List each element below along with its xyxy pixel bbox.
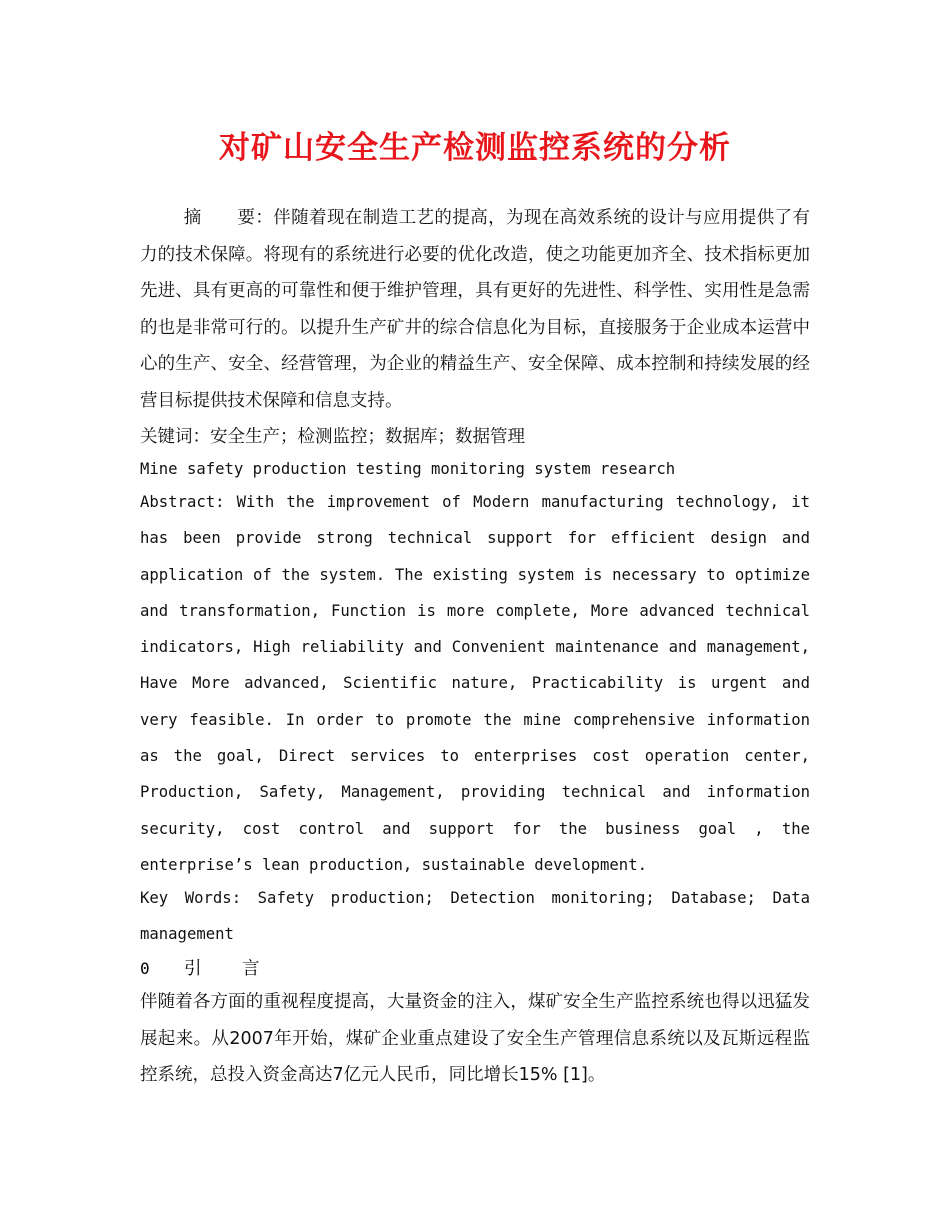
- section-title-char-2: 言: [242, 959, 260, 979]
- abstract-chinese: 摘 要：伴随着现在制造工艺的提高，为现在高效系统的设计与应用提供了有力的技术保障。将现有的系统进行必要的优化改造，使之功能更加齐全、技术指标更加先进、具有更高的可靠性和便于维护管理，具有更好的先进性、科学性、实用性是急需的也是非常可行的。以提升生产矿井的综合信息化为目标，直接服务于企业成本运营中心的生产、安全、经营管理，为企业的精益生产、安全保障、成本控制和持续发展的经营目标提供技术保障和信息支持。: [140, 208, 810, 411]
- document-title: 对矿山安全生产检测监控系统的分析: [219, 130, 731, 166]
- section-number: 0: [140, 959, 150, 978]
- section-heading: [140, 952, 810, 986]
- keywords-chinese: 关键词：安全生产；检测监控；数据库；数据管理: [140, 427, 525, 447]
- abstract-english: Abstract: With the improvement of Modern manufacturing technology, it has been provide strong technical support for efficient design and application of the system. The existing system is necessary to optimize and transformation, Function is more complete, More advanced technical indicators, High reliability and Convenient maintenance and management, Have More advanced, Scientific nature, Practicability is urgent and very feasible. In order to promote the mine comprehensive information as the goal, Direct services to enterprises cost operation center, Production, Safety, Management, providing technical and information security, cost control and support for the business goal , the enterprise’s lean production, sustainable development.: [140, 493, 810, 874]
- keywords-english: Key Words: Safety production; Detection monitoring; Database; Data management: [140, 889, 810, 944]
- english-title: Mine safety production testing monitoring system research: [140, 460, 676, 478]
- section-title-char-1: 引: [184, 959, 202, 979]
- intro-paragraph: 伴随着各方面的重视程度提高，大量资金的注入，煤矿安全生产监控系统也得以迅猛发展起来。从2007年开始，煤矿企业重点建设了安全生产管理信息系统以及瓦斯远程监控系统，总投入资金高达7亿元人民币，同比增长15% [1]。: [140, 992, 810, 1085]
